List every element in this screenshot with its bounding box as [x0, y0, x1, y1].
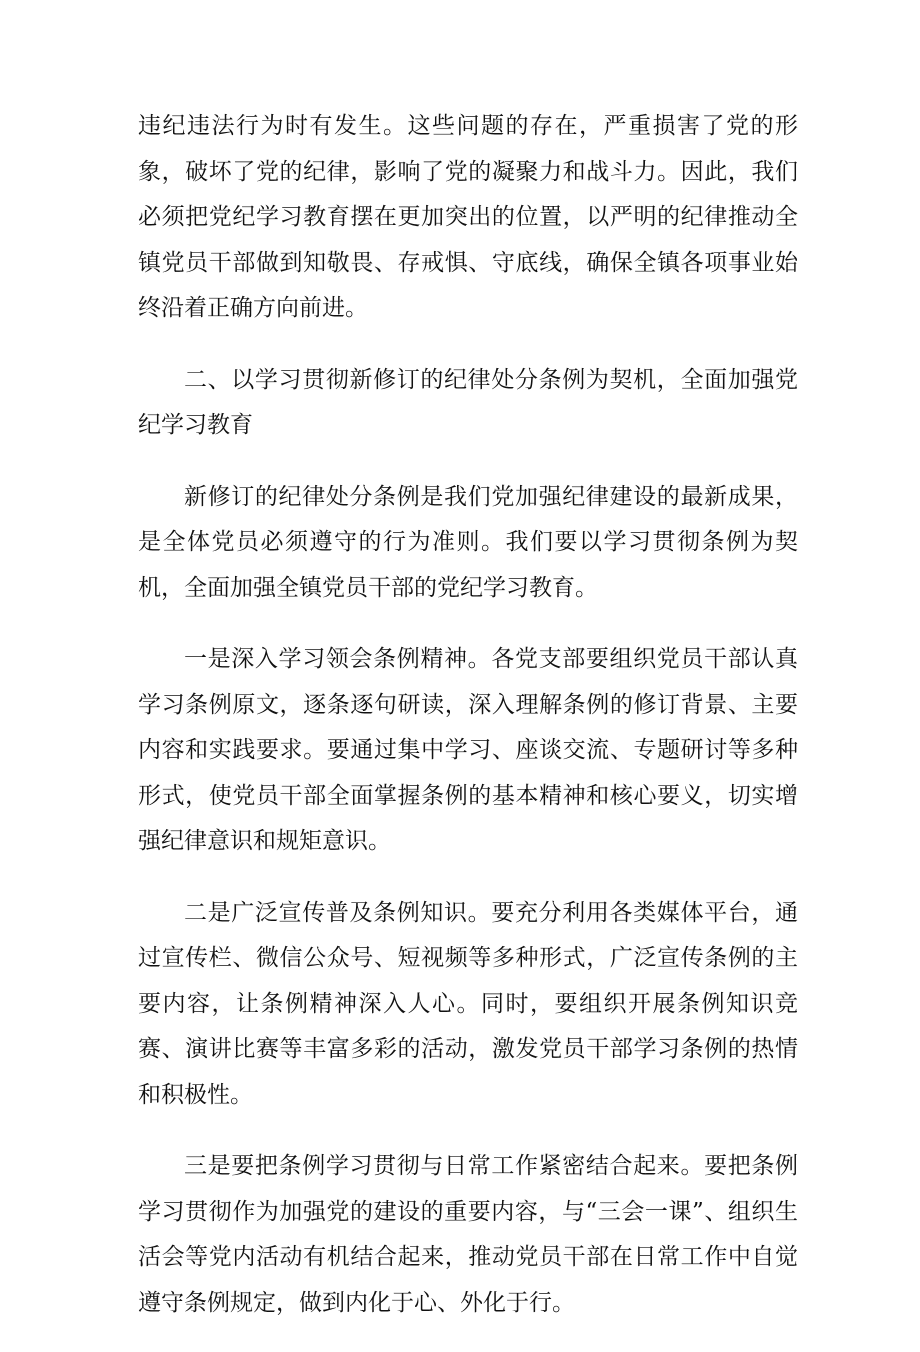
body-paragraph-point-2: 二是广泛宣传普及条例知识。要充分利用各类媒体平台，通过宣传栏、微信公众号、短视频等多种形式，广泛宣传条例的主要内容，让条例精神深入人心。同时，要组织开展条例知识竞赛、演讲比赛等丰富多彩的活动，激发党员干部学习条例的热情和积极性。 — [138, 899, 798, 1108]
body-paragraph-continued: 违纪违法行为时有发生。这些问题的存在，严重损害了党的形象，破坏了党的纪律，影响了党的凝聚力和战斗力。因此，我们必须把党纪学习教育摆在更加突出的位置，以严明的纪律推动全镇党员干部做到知敬畏、存戒惧、守底线，确保全镇各项事业始终沿着正确方向前进。 — [138, 113, 798, 321]
body-paragraph-point-3: 三是要把条例学习贯彻与日常工作紧密结合起来。要把条例学习贯彻作为加强党的建设的重要内容，与“三会一课”、组织生活会等党内活动有机结合起来，推动党员干部在日常工作中自觉遵守条例规定，做到内化于心、外化于行。 — [138, 1153, 798, 1316]
document-page — [138, 104, 798, 1352]
body-paragraph-intro: 新修订的纪律处分条例是我们党加强纪律建设的最新成果，是全体党员必须遵守的行为准则。我们要以学习贯彻条例为契机，全面加强全镇党员干部的党纪学习教育。 — [138, 483, 798, 601]
section-heading: 二、以学习贯彻新修订的纪律处分条例为契机，全面加强党纪学习教育 — [138, 366, 798, 438]
body-paragraph-point-1: 一是深入学习领会条例精神。各党支部要组织党员干部认真学习条例原文，逐条逐句研读，深入理解条例的修订背景、主要内容和实践要求。要通过集中学习、座谈交流、专题研讨等多种形式，使党员干部全面掌握条例的基本精神和核心要义，切实增强纪律意识和规矩意识。 — [138, 646, 798, 854]
